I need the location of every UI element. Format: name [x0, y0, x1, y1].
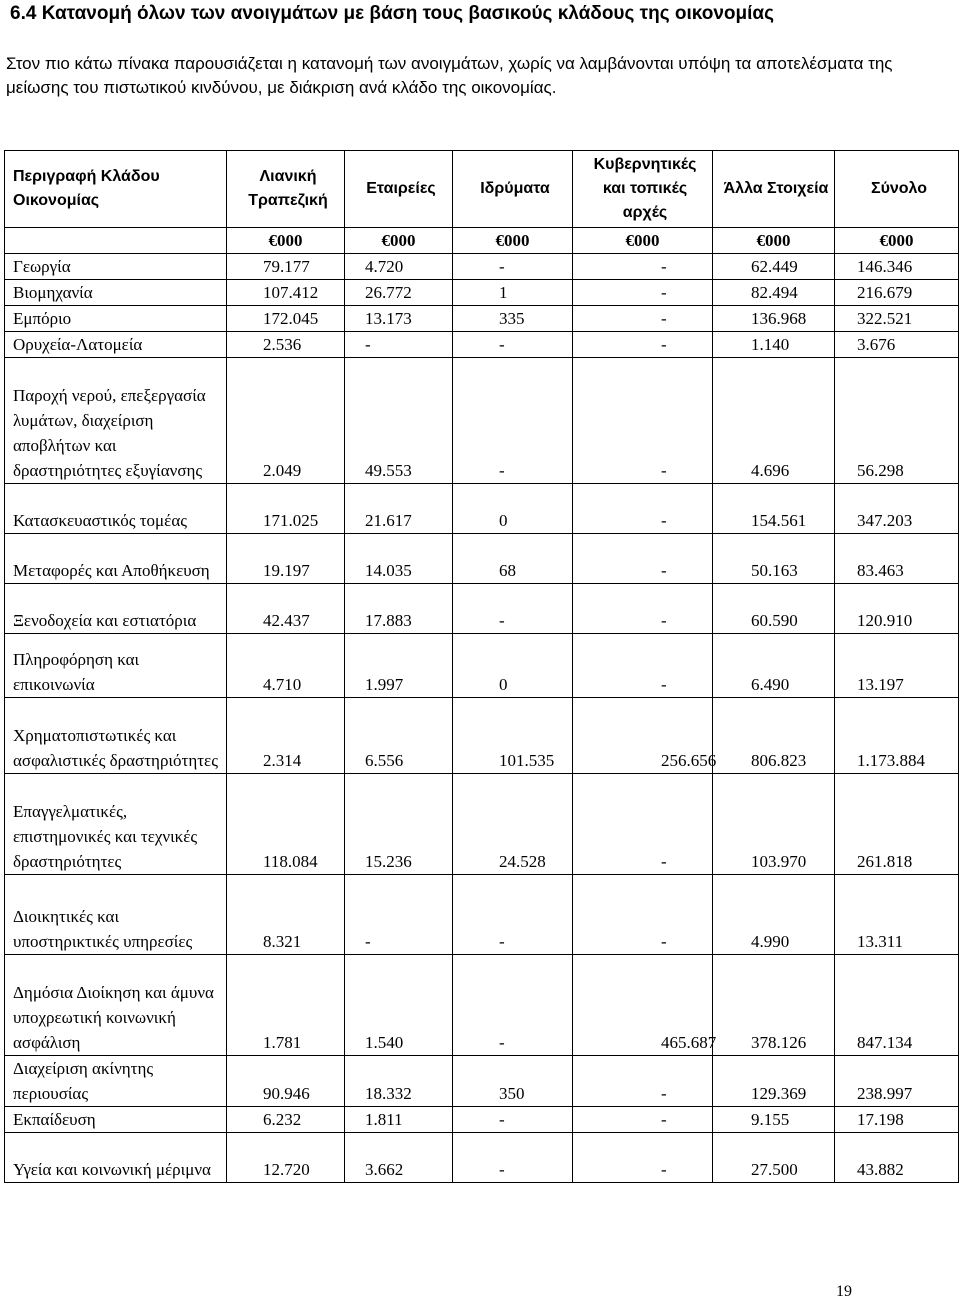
- unit-label: €000: [835, 228, 959, 254]
- sector-name: Κατασκευαστικός τομέας: [5, 484, 227, 534]
- government-value: -: [573, 1056, 713, 1107]
- total-value: 120.910: [835, 584, 959, 634]
- other-items-value: 6.490: [713, 634, 835, 698]
- header-institutions: Ιδρύματα: [453, 151, 573, 228]
- total-value: 56.298: [835, 358, 959, 484]
- other-items-value: 129.369: [713, 1056, 835, 1107]
- header-government-local-authorities: Κυβερνητικές και τοπικές αρχές: [573, 151, 713, 228]
- retail-banking-value: 171.025: [227, 484, 345, 534]
- institutions-value: -: [453, 254, 573, 280]
- institutions-value: 0: [453, 484, 573, 534]
- table-row: [5, 698, 959, 774]
- table-row: [5, 306, 959, 332]
- corporates-value: 26.772: [345, 280, 453, 306]
- sector-name: Υγεία και κοινωνική μέριμνα: [5, 1133, 227, 1183]
- institutions-value: -: [453, 1133, 573, 1183]
- total-value: 347.203: [835, 484, 959, 534]
- header-corporates: Εταιρείες: [345, 151, 453, 228]
- table-row: [5, 584, 959, 634]
- other-items-value: 136.968: [713, 306, 835, 332]
- corporates-value: -: [345, 875, 453, 955]
- sector-name: Γεωργία: [5, 254, 227, 280]
- total-value: 1.173.884: [835, 698, 959, 774]
- other-items-value: 27.500: [713, 1133, 835, 1183]
- table-row: [5, 875, 959, 955]
- retail-banking-value: 172.045: [227, 306, 345, 332]
- other-items-value: 154.561: [713, 484, 835, 534]
- sector-name: Διαχείριση ακίνητης περιουσίας: [5, 1056, 227, 1107]
- corporates-value: 49.553: [345, 358, 453, 484]
- total-value: 146.346: [835, 254, 959, 280]
- retail-banking-value: 118.084: [227, 774, 345, 875]
- government-value: -: [573, 1107, 713, 1133]
- institutions-value: 68: [453, 534, 573, 584]
- table-row: [5, 254, 959, 280]
- corporates-value: 14.035: [345, 534, 453, 584]
- sector-name: Βιομηχανία: [5, 280, 227, 306]
- retail-banking-value: 4.710: [227, 634, 345, 698]
- corporates-value: -: [345, 332, 453, 358]
- total-value: 261.818: [835, 774, 959, 875]
- other-items-value: 4.696: [713, 358, 835, 484]
- other-items-value: 9.155: [713, 1107, 835, 1133]
- other-items-value: 82.494: [713, 280, 835, 306]
- government-value: -: [573, 584, 713, 634]
- sector-name: Επαγγελματικές, επιστημονικές και τεχνικές δραστηριότητες: [5, 774, 227, 875]
- sector-name: Διοικητικές και υποστηρικτικές υπηρεσίες: [5, 875, 227, 955]
- other-items-value: 806.823: [713, 698, 835, 774]
- corporates-value: 17.883: [345, 584, 453, 634]
- sector-name: Δημόσια Διοίκηση και άμυνα υποχρεωτική κοινωνική ασφάλιση: [5, 955, 227, 1056]
- retail-banking-value: 2.314: [227, 698, 345, 774]
- header-other-items: Άλλα Στοιχεία: [713, 151, 835, 228]
- government-value: -: [573, 534, 713, 584]
- header-sector-description: Περιγραφή Κλάδου Οικονομίας: [5, 151, 227, 228]
- total-value: 216.679: [835, 280, 959, 306]
- corporates-value: 1.540: [345, 955, 453, 1056]
- table-row: [5, 955, 959, 1056]
- intro-paragraph: Στον πιο κάτω πίνακα παρουσιάζεται η κατανομή των ανοιγμάτων, χωρίς να λαμβάνονται υπόψη τα αποτελέσματα της μείωσης του πιστωτικού κινδύνου, με διάκριση ανά κλάδο της οικονομίας.: [6, 54, 893, 97]
- institutions-value: -: [453, 358, 573, 484]
- table-row: [5, 1133, 959, 1183]
- retail-banking-value: 107.412: [227, 280, 345, 306]
- retail-banking-value: 12.720: [227, 1133, 345, 1183]
- table-row: [5, 332, 959, 358]
- retail-banking-value: 2.536: [227, 332, 345, 358]
- table-row: [5, 1056, 959, 1107]
- retail-banking-value: 79.177: [227, 254, 345, 280]
- institutions-value: -: [453, 875, 573, 955]
- corporates-value: 1.811: [345, 1107, 453, 1133]
- retail-banking-value: 2.049: [227, 358, 345, 484]
- unit-label: €000: [573, 228, 713, 254]
- retail-banking-value: 1.781: [227, 955, 345, 1056]
- unit-label: €000: [345, 228, 453, 254]
- total-value: 847.134: [835, 955, 959, 1056]
- table-row: [5, 1107, 959, 1133]
- unit-label: €000: [227, 228, 345, 254]
- header-total: Σύνολο: [835, 151, 959, 228]
- table-row: [5, 634, 959, 698]
- other-items-value: 50.163: [713, 534, 835, 584]
- government-value: 256.656: [573, 698, 713, 774]
- table-row: [5, 774, 959, 875]
- institutions-value: 24.528: [453, 774, 573, 875]
- unit-label: €000: [453, 228, 573, 254]
- table-row: [5, 358, 959, 484]
- institutions-value: 1: [453, 280, 573, 306]
- total-value: 43.882: [835, 1133, 959, 1183]
- total-value: 238.997: [835, 1056, 959, 1107]
- sector-name: Ορυχεία-Λατομεία: [5, 332, 227, 358]
- retail-banking-value: 8.321: [227, 875, 345, 955]
- government-value: -: [573, 1133, 713, 1183]
- government-value: -: [573, 280, 713, 306]
- sector-name: Παροχή νερού, επεξεργασία λυμάτων, διαχείριση αποβλήτων και δραστηριότητες εξυγίανσης: [5, 358, 227, 484]
- government-value: -: [573, 254, 713, 280]
- retail-banking-value: 19.197: [227, 534, 345, 584]
- institutions-value: 0: [453, 634, 573, 698]
- other-items-value: 1.140: [713, 332, 835, 358]
- government-value: -: [573, 332, 713, 358]
- corporates-value: 3.662: [345, 1133, 453, 1183]
- institutions-value: 101.535: [453, 698, 573, 774]
- total-value: 13.311: [835, 875, 959, 955]
- total-value: 13.197: [835, 634, 959, 698]
- institutions-value: -: [453, 332, 573, 358]
- institutions-value: -: [453, 584, 573, 634]
- total-value: 83.463: [835, 534, 959, 584]
- other-items-value: 60.590: [713, 584, 835, 634]
- sector-name: Εκπαίδευση: [5, 1107, 227, 1133]
- government-value: -: [573, 875, 713, 955]
- institutions-value: -: [453, 955, 573, 1056]
- units-spacer: [5, 228, 227, 254]
- total-value: 3.676: [835, 332, 959, 358]
- other-items-value: 103.970: [713, 774, 835, 875]
- corporates-value: 13.173: [345, 306, 453, 332]
- table-row: [5, 534, 959, 584]
- sector-name: Πληροφόρηση και επικοινωνία: [5, 634, 227, 698]
- retail-banking-value: 6.232: [227, 1107, 345, 1133]
- corporates-value: 15.236: [345, 774, 453, 875]
- corporates-value: 18.332: [345, 1056, 453, 1107]
- government-value: 465.687: [573, 955, 713, 1056]
- government-value: -: [573, 306, 713, 332]
- unit-label: €000: [713, 228, 835, 254]
- header-retail-banking: Λιανική Τραπεζική: [227, 151, 345, 228]
- total-value: 322.521: [835, 306, 959, 332]
- corporates-value: 21.617: [345, 484, 453, 534]
- sector-name: Ξενοδοχεία και εστιατόρια: [5, 584, 227, 634]
- institutions-value: 350: [453, 1056, 573, 1107]
- sector-name: Εμπόριο: [5, 306, 227, 332]
- page-number: 19: [836, 1283, 852, 1300]
- sector-name: Χρηματοπιστωτικές και ασφαλιστικές δραστηριότητες: [5, 698, 227, 774]
- government-value: -: [573, 634, 713, 698]
- retail-banking-value: 90.946: [227, 1056, 345, 1107]
- institutions-value: 335: [453, 306, 573, 332]
- other-items-value: 378.126: [713, 955, 835, 1056]
- other-items-value: 4.990: [713, 875, 835, 955]
- exposure-by-sector-table: [4, 150, 959, 1183]
- table-row: [5, 484, 959, 534]
- corporates-value: 6.556: [345, 698, 453, 774]
- government-value: -: [573, 484, 713, 534]
- sector-name: Μεταφορές και Αποθήκευση: [5, 534, 227, 584]
- government-value: -: [573, 774, 713, 875]
- corporates-value: 4.720: [345, 254, 453, 280]
- table-row: [5, 280, 959, 306]
- corporates-value: 1.997: [345, 634, 453, 698]
- section-heading: 6.4 Κατανομή όλων των ανοιγμάτων με βάση τους βασικούς κλάδους της οικονομίας: [10, 3, 774, 24]
- government-value: -: [573, 358, 713, 484]
- other-items-value: 62.449: [713, 254, 835, 280]
- institutions-value: -: [453, 1107, 573, 1133]
- total-value: 17.198: [835, 1107, 959, 1133]
- retail-banking-value: 42.437: [227, 584, 345, 634]
